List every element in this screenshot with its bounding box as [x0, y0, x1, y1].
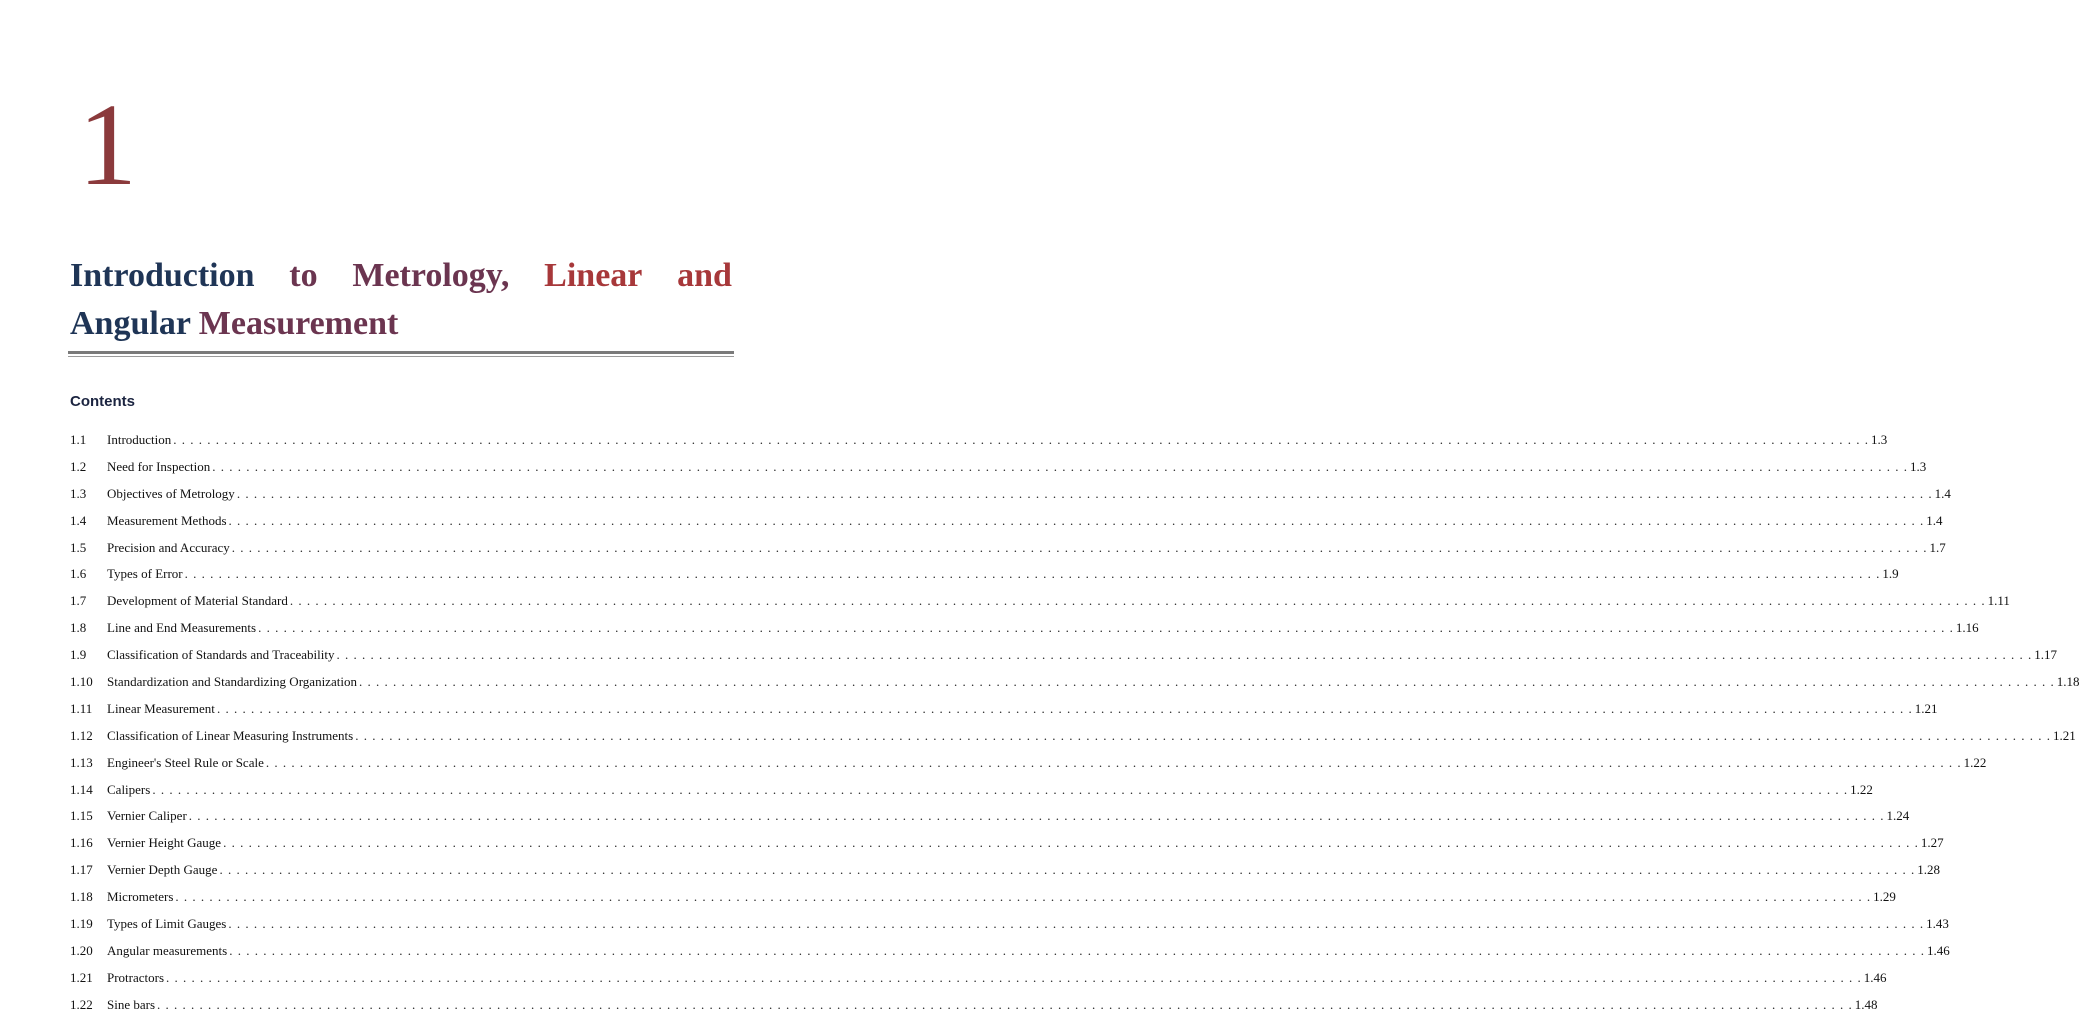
toc-dot-leader: . . . . . . . . . . . . . . . . . . . . . . . . . . . . . . . . . . . . . . . . . . . . . . . . . . . . . . . . . . . . . . . . . . . . . . . . . . . . . . . . . . . . . . . . . . . . . . . . . . . . . . . . . . . . . . . . . . . . . . . . . . . . . . . . . . . . . . . . . . . . . . . . . . . . . . . . . . . . . . . . . . . . . . . . . . . . . . . . . . . . . . . . . . . . . . . . . . . . . . . . [175, 889, 1872, 905]
chapter-title-line-1 [70, 252, 732, 300]
toc-entry-number: 1.17 [70, 862, 93, 878]
toc-dot-leader: . . . . . . . . . . . . . . . . . . . . . . . . . . . . . . . . . . . . . . . . . . . . . . . . . . . . . . . . . . . . . . . . . . . . . . . . . . . . . . . . . . . . . . . . . . . . . . . . . . . . . . . . . . . . . . . . . . . . . . . . . . . . . . . . . . . . . . . . . . . . . . . . . . . . . . . . . . . . . . . . . . . . . . . . . . . . . . . . . . . . . . . . . . . . . . . . . . . . . . . . [358, 674, 2055, 690]
toc-entry-title[interactable]: Need for Inspection [107, 458, 211, 474]
toc-entry-number: 1.4 [70, 512, 87, 528]
toc-dot-leader: . . . . . . . . . . . . . . . . . . . . . . . . . . . . . . . . . . . . . . . . . . . . . . . . . . . . . . . . . . . . . . . . . . . . . . . . . . . . . . . . . . . . . . . . . . . . . . . . . . . . . . . . . . . . . . . . . . . . . . . . . . . . . . . . . . . . . . . . . . . . . . . . . . . . . . . . . . . . . . . . . . . . . . . . . . . . . . . . . . . . . . . . . . . . . . . . . . . . . . . . [157, 996, 1853, 1012]
toc-dot-leader: . . . . . . . . . . . . . . . . . . . . . . . . . . . . . . . . . . . . . . . . . . . . . . . . . . . . . . . . . . . . . . . . . . . . . . . . . . . . . . . . . . . . . . . . . . . . . . . . . . . . . . . . . . . . . . . . . . . . . . . . . . . . . . . . . . . . . . . . . . . . . . . . . . . . . . . . . . . . . . . . . . . . . . . . . . . . . . . . . . . . . . . . . . . . . . . . . . . . . . . . [184, 566, 1881, 582]
title-divider-thick [68, 351, 734, 354]
toc-entry-page[interactable]: 1.11 [1987, 593, 2010, 609]
title-word-introduction: Introduction [70, 257, 255, 294]
title-word-and: and [677, 257, 732, 294]
toc-entry-number: 1.8 [70, 620, 87, 636]
toc-entry-title[interactable]: Measurement Methods [107, 512, 227, 528]
toc-entry-title[interactable]: Vernier Height Gauge [107, 835, 222, 851]
title-word-to: to [289, 257, 318, 294]
toc-dot-leader: . . . . . . . . . . . . . . . . . . . . . . . . . . . . . . . . . . . . . . . . . . . . . . . . . . . . . . . . . . . . . . . . . . . . . . . . . . . . . . . . . . . . . . . . . . . . . . . . . . . . . . . . . . . . . . . . . . . . . . . . . . . . . . . . . . . . . . . . . . . . . . . . . . . . . . . . . . . . . . . . . . . . . . . . . . . . . . . . . . . . . . . . . . . . . . . . . . . . . . . . [166, 969, 1862, 985]
toc-entry[interactable] [70, 642, 2057, 669]
toc-entry[interactable] [70, 911, 1949, 938]
toc-dot-leader: . . . . . . . . . . . . . . . . . . . . . . . . . . . . . . . . . . . . . . . . . . . . . . . . . . . . . . . . . . . . . . . . . . . . . . . . . . . . . . . . . . . . . . . . . . . . . . . . . . . . . . . . . . . . . . . . . . . . . . . . . . . . . . . . . . . . . . . . . . . . . . . . . . . . . . . . . . . . . . . . . . . . . . . . . . . . . . . . . . . . . . . . . . . . . . . . . . . . . . . . [289, 593, 1986, 609]
chapter-title [70, 252, 732, 348]
toc-entry-title[interactable]: Line and End Measurements [107, 620, 257, 636]
toc-entry-number: 1.5 [70, 539, 87, 555]
toc-entry[interactable] [70, 777, 1873, 804]
toc-entry-title[interactable]: Introduction [107, 432, 172, 447]
toc-dot-leader: . . . . . . . . . . . . . . . . . . . . . . . . . . . . . . . . . . . . . . . . . . . . . . . . . . . . . . . . . . . . . . . . . . . . . . . . . . . . . . . . . . . . . . . . . . . . . . . . . . . . . . . . . . . . . . . . . . . . . . . . . . . . . . . . . . . . . . . . . . . . . . . . . . . . . . . . . . . . . . . . . . . . . . . . . . . . . . . . . . . . . . . . . . . . . . . . . . . . . . . . [173, 432, 1870, 447]
toc-entry-title[interactable]: Types of Error [107, 566, 183, 582]
toc-entry[interactable] [70, 561, 1899, 588]
toc-dot-leader: . . . . . . . . . . . . . . . . . . . . . . . . . . . . . . . . . . . . . . . . . . . . . . . . . . . . . . . . . . . . . . . . . . . . . . . . . . . . . . . . . . . . . . . . . . . . . . . . . . . . . . . . . . . . . . . . . . . . . . . . . . . . . . . . . . . . . . . . . . . . . . . . . . . . . . . . . . . . . . . . . . . . . . . . . . . . . . . . . . . . . . . . . . . . . . . . . . . . . . . . [188, 808, 1885, 824]
toc-entry-page[interactable]: 1.3 [1910, 458, 1927, 474]
toc-entry-title[interactable]: Development of Material Standard [107, 593, 288, 609]
table-of-contents [70, 427, 2079, 1019]
toc-dot-leader: . . . . . . . . . . . . . . . . . . . . . . . . . . . . . . . . . . . . . . . . . . . . . . . . . . . . . . . . . . . . . . . . . . . . . . . . . . . . . . . . . . . . . . . . . . . . . . . . . . . . . . . . . . . . . . . . . . . . . . . . . . . . . . . . . . . . . . . . . . . . . . . . . . . . . . . . . . . . . . . . . . . . . . . . . . . . . . . . . . . . . . . . . . . . . . . . . . . . . . . . [229, 942, 1925, 958]
toc-entry-page[interactable]: 1.22 [1850, 781, 1873, 797]
toc-entry[interactable] [70, 857, 1940, 884]
toc-dot-leader: . . . . . . . . . . . . . . . . . . . . . . . . . . . . . . . . . . . . . . . . . . . . . . . . . . . . . . . . . . . . . . . . . . . . . . . . . . . . . . . . . . . . . . . . . . . . . . . . . . . . . . . . . . . . . . . . . . . . . . . . . . . . . . . . . . . . . . . . . . . . . . . . . . . . . . . . . . . . . . . . . . . . . . . . . . . . . . . . . . . . . . . . . . . . . . . . . . . . . . . . [228, 916, 1925, 932]
toc-entry[interactable] [70, 938, 1950, 965]
toc-dot-leader: . . . . . . . . . . . . . . . . . . . . . . . . . . . . . . . . . . . . . . . . . . . . . . . . . . . . . . . . . . . . . . . . . . . . . . . . . . . . . . . . . . . . . . . . . . . . . . . . . . . . . . . . . . . . . . . . . . . . . . . . . . . . . . . . . . . . . . . . . . . . . . . . . . . . . . . . . . . . . . . . . . . . . . . . . . . . . . . . . . . . . . . . . . . . . . . . . . . . . . . . [336, 647, 2033, 663]
toc-dot-leader: . . . . . . . . . . . . . . . . . . . . . . . . . . . . . . . . . . . . . . . . . . . . . . . . . . . . . . . . . . . . . . . . . . . . . . . . . . . . . . . . . . . . . . . . . . . . . . . . . . . . . . . . . . . . . . . . . . . . . . . . . . . . . . . . . . . . . . . . . . . . . . . . . . . . . . . . . . . . . . . . . . . . . . . . . . . . . . . . . . . . . . . . . . . . . . . . . . . . . . . . [216, 700, 1913, 716]
toc-entry[interactable] [70, 427, 1888, 454]
toc-entry-page[interactable]: 1.4 [1926, 512, 1943, 528]
toc-dot-leader: . . . . . . . . . . . . . . . . . . . . . . . . . . . . . . . . . . . . . . . . . . . . . . . . . . . . . . . . . . . . . . . . . . . . . . . . . . . . . . . . . . . . . . . . . . . . . . . . . . . . . . . . . . . . . . . . . . . . . . . . . . . . . . . . . . . . . . . . . . . . . . . . . . . . . . . . . . . . . . . . . . . . . . . . . . . . . . . . . . . . . . . . . . . . . . . . . . . . . . . . [223, 835, 1919, 851]
toc-dot-leader: . . . . . . . . . . . . . . . . . . . . . . . . . . . . . . . . . . . . . . . . . . . . . . . . . . . . . . . . . . . . . . . . . . . . . . . . . . . . . . . . . . . . . . . . . . . . . . . . . . . . . . . . . . . . . . . . . . . . . . . . . . . . . . . . . . . . . . . . . . . . . . . . . . . . . . . . . . . . . . . . . . . . . . . . . . . . . . . . . . . . . . . . . . . . . . . . . . . . . . . . [212, 458, 1908, 474]
toc-dot-leader: . . . . . . . . . . . . . . . . . . . . . . . . . . . . . . . . . . . . . . . . . . . . . . . . . . . . . . . . . . . . . . . . . . . . . . . . . . . . . . . . . . . . . . . . . . . . . . . . . . . . . . . . . . . . . . . . . . . . . . . . . . . . . . . . . . . . . . . . . . . . . . . . . . . . . . . . . . . . . . . . . . . . . . . . . . . . . . . . . . . . . . . . . . . . . . . . . . . . . . . . [355, 727, 2051, 743]
toc-entry-page[interactable]: 1.9 [1882, 566, 1899, 582]
toc-entry-title[interactable]: Vernier Caliper [107, 808, 187, 824]
toc-entry-page[interactable]: 1.4 [1934, 485, 1951, 501]
toc-entry-number: 1.2 [70, 458, 87, 474]
toc-entry-number: 1.21 [70, 969, 93, 985]
toc-entry-page[interactable]: 1.24 [1886, 808, 1910, 824]
toc-entry-page[interactable]: 1.21 [2052, 727, 2076, 743]
chapter-title-line-2 [70, 300, 732, 348]
toc-entry[interactable] [70, 884, 1896, 911]
toc-entry-page[interactable]: 1.22 [1963, 754, 1987, 770]
toc-entry-title[interactable]: Classification of Linear Measuring Instruments [107, 727, 354, 743]
toc-entry-page[interactable]: 1.29 [1873, 889, 1896, 905]
toc-entry[interactable] [70, 830, 1944, 857]
toc-entry-title[interactable]: Engineer's Steel Rule or Scale [107, 754, 264, 770]
toc-entry[interactable] [70, 588, 2010, 615]
toc-entry[interactable] [70, 803, 1910, 830]
chapter-number: 1 [78, 79, 137, 210]
toc-entry-number: 1.6 [70, 566, 87, 582]
toc-entry-number: 1.9 [70, 647, 87, 663]
toc-entry-title[interactable]: Protractors [107, 969, 165, 985]
toc-entry-title[interactable]: Angular measurements [107, 942, 228, 958]
toc-dot-leader: . . . . . . . . . . . . . . . . . . . . . . . . . . . . . . . . . . . . . . . . . . . . . . . . . . . . . . . . . . . . . . . . . . . . . . . . . . . . . . . . . . . . . . . . . . . . . . . . . . . . . . . . . . . . . . . . . . . . . . . . . . . . . . . . . . . . . . . . . . . . . . . . . . . . . . . . . . . . . . . . . . . . . . . . . . . . . . . . . . . . . . . . . . . . . . . . . . . . . . . . [258, 620, 1954, 636]
toc-entry-page[interactable]: 1.21 [1914, 700, 1938, 716]
toc-entry-title[interactable]: Precision and Accuracy [107, 539, 230, 555]
toc-entry-number: 1.19 [70, 916, 93, 932]
toc-entry-page[interactable]: 1.17 [2034, 647, 2057, 663]
toc-entry[interactable] [70, 696, 1938, 723]
toc-entry-number: 1.13 [70, 754, 93, 770]
toc-entry[interactable] [70, 508, 1943, 535]
toc-entry-page[interactable]: 1.43 [1926, 916, 1949, 932]
toc-entry-page[interactable]: 1.16 [1955, 620, 1979, 636]
toc-entry-page[interactable]: 1.7 [1929, 539, 1946, 555]
toc-entry-number: 1.16 [70, 835, 93, 851]
toc-entry-title[interactable]: Linear Measurement [107, 700, 215, 716]
toc-entry-page[interactable]: 1.46 [1926, 942, 1950, 958]
toc-entry[interactable] [70, 481, 1951, 508]
toc-entry-number: 1.11 [70, 700, 93, 716]
toc-entry[interactable] [70, 992, 1878, 1019]
toc-entry-title[interactable]: Standardization and Standardizing Organization [107, 674, 357, 690]
toc-dot-leader: . . . . . . . . . . . . . . . . . . . . . . . . . . . . . . . . . . . . . . . . . . . . . . . . . . . . . . . . . . . . . . . . . . . . . . . . . . . . . . . . . . . . . . . . . . . . . . . . . . . . . . . . . . . . . . . . . . . . . . . . . . . . . . . . . . . . . . . . . . . . . . . . . . . . . . . . . . . . . . . . . . . . . . . . . . . . . . . . . . . . . . . . . . . . . . . . . . . . . . . . [219, 862, 1916, 878]
toc-dot-leader: . . . . . . . . . . . . . . . . . . . . . . . . . . . . . . . . . . . . . . . . . . . . . . . . . . . . . . . . . . . . . . . . . . . . . . . . . . . . . . . . . . . . . . . . . . . . . . . . . . . . . . . . . . . . . . . . . . . . . . . . . . . . . . . . . . . . . . . . . . . . . . . . . . . . . . . . . . . . . . . . . . . . . . . . . . . . . . . . . . . . . . . . . . . . . . . . . . . . . . . . [228, 512, 1925, 528]
toc-entry-number: 1.7 [70, 593, 87, 609]
toc-entry-number: 1.10 [70, 674, 93, 690]
title-word-linear: Linear [544, 257, 643, 294]
toc-dot-leader: . . . . . . . . . . . . . . . . . . . . . . . . . . . . . . . . . . . . . . . . . . . . . . . . . . . . . . . . . . . . . . . . . . . . . . . . . . . . . . . . . . . . . . . . . . . . . . . . . . . . . . . . . . . . . . . . . . . . . . . . . . . . . . . . . . . . . . . . . . . . . . . . . . . . . . . . . . . . . . . . . . . . . . . . . . . . . . . . . . . . . . . . . . . . . . . . . . . . . . . . [265, 754, 1962, 770]
toc-entry[interactable] [70, 723, 2076, 750]
toc-entry-number: 1.15 [70, 808, 93, 824]
toc-entry-page[interactable]: 1.28 [1917, 862, 1940, 878]
toc-entry[interactable] [70, 535, 1946, 562]
toc-dot-leader: . . . . . . . . . . . . . . . . . . . . . . . . . . . . . . . . . . . . . . . . . . . . . . . . . . . . . . . . . . . . . . . . . . . . . . . . . . . . . . . . . . . . . . . . . . . . . . . . . . . . . . . . . . . . . . . . . . . . . . . . . . . . . . . . . . . . . . . . . . . . . . . . . . . . . . . . . . . . . . . . . . . . . . . . . . . . . . . . . . . . . . . . . . . . . . . . . . . . . . . . [152, 781, 1849, 797]
title-word-metrology: Metrology, [352, 257, 510, 294]
title-word-measurement: Measurement [198, 305, 399, 342]
toc-entry-title[interactable]: Types of Limit Gauges [107, 916, 227, 932]
toc-entry[interactable] [70, 965, 1887, 992]
toc-entry-title[interactable]: Vernier Depth Gauge [107, 862, 218, 878]
toc-entry-page[interactable]: 1.18 [2056, 674, 2079, 690]
toc-dot-leader: . . . . . . . . . . . . . . . . . . . . . . . . . . . . . . . . . . . . . . . . . . . . . . . . . . . . . . . . . . . . . . . . . . . . . . . . . . . . . . . . . . . . . . . . . . . . . . . . . . . . . . . . . . . . . . . . . . . . . . . . . . . . . . . . . . . . . . . . . . . . . . . . . . . . . . . . . . . . . . . . . . . . . . . . . . . . . . . . . . . . . . . . . . . . . . . . . . . . . . . . [236, 485, 1933, 501]
toc-entry[interactable] [70, 750, 1987, 777]
title-divider-thin [68, 356, 734, 357]
toc-entry-number: 1.12 [70, 727, 93, 743]
contents-heading: Contents [70, 393, 135, 410]
toc-entry-title[interactable]: Micrometers [107, 889, 174, 905]
toc-entry-title[interactable]: Calipers [107, 781, 151, 797]
toc-entry-title[interactable]: Sine bars [107, 996, 156, 1012]
toc-entry-number: 1.14 [70, 781, 93, 797]
toc-entry-title[interactable]: Objectives of Metrology [107, 485, 235, 501]
toc-entry-number: 1.22 [70, 996, 93, 1012]
toc-entry[interactable] [70, 669, 2079, 696]
toc-entry-number: 1.20 [70, 942, 93, 958]
title-word-angular: Angular [70, 305, 191, 342]
toc-entry-page[interactable]: 1.27 [1920, 835, 1944, 851]
toc-entry-page[interactable]: 1.46 [1863, 969, 1887, 985]
toc-entry[interactable] [70, 454, 1927, 481]
toc-entry-page[interactable]: 1.3 [1871, 432, 1888, 447]
toc-entry[interactable] [70, 615, 1979, 642]
toc-entry-number: 1.1 [70, 432, 87, 447]
toc-entry-number: 1.18 [70, 889, 93, 905]
toc-entry-title[interactable]: Classification of Standards and Traceability [107, 647, 335, 663]
toc-entry-number: 1.3 [70, 485, 87, 501]
toc-entry-page[interactable]: 1.48 [1854, 996, 1878, 1012]
toc-dot-leader: . . . . . . . . . . . . . . . . . . . . . . . . . . . . . . . . . . . . . . . . . . . . . . . . . . . . . . . . . . . . . . . . . . . . . . . . . . . . . . . . . . . . . . . . . . . . . . . . . . . . . . . . . . . . . . . . . . . . . . . . . . . . . . . . . . . . . . . . . . . . . . . . . . . . . . . . . . . . . . . . . . . . . . . . . . . . . . . . . . . . . . . . . . . . . . . . . . . . . . . . [231, 539, 1928, 555]
